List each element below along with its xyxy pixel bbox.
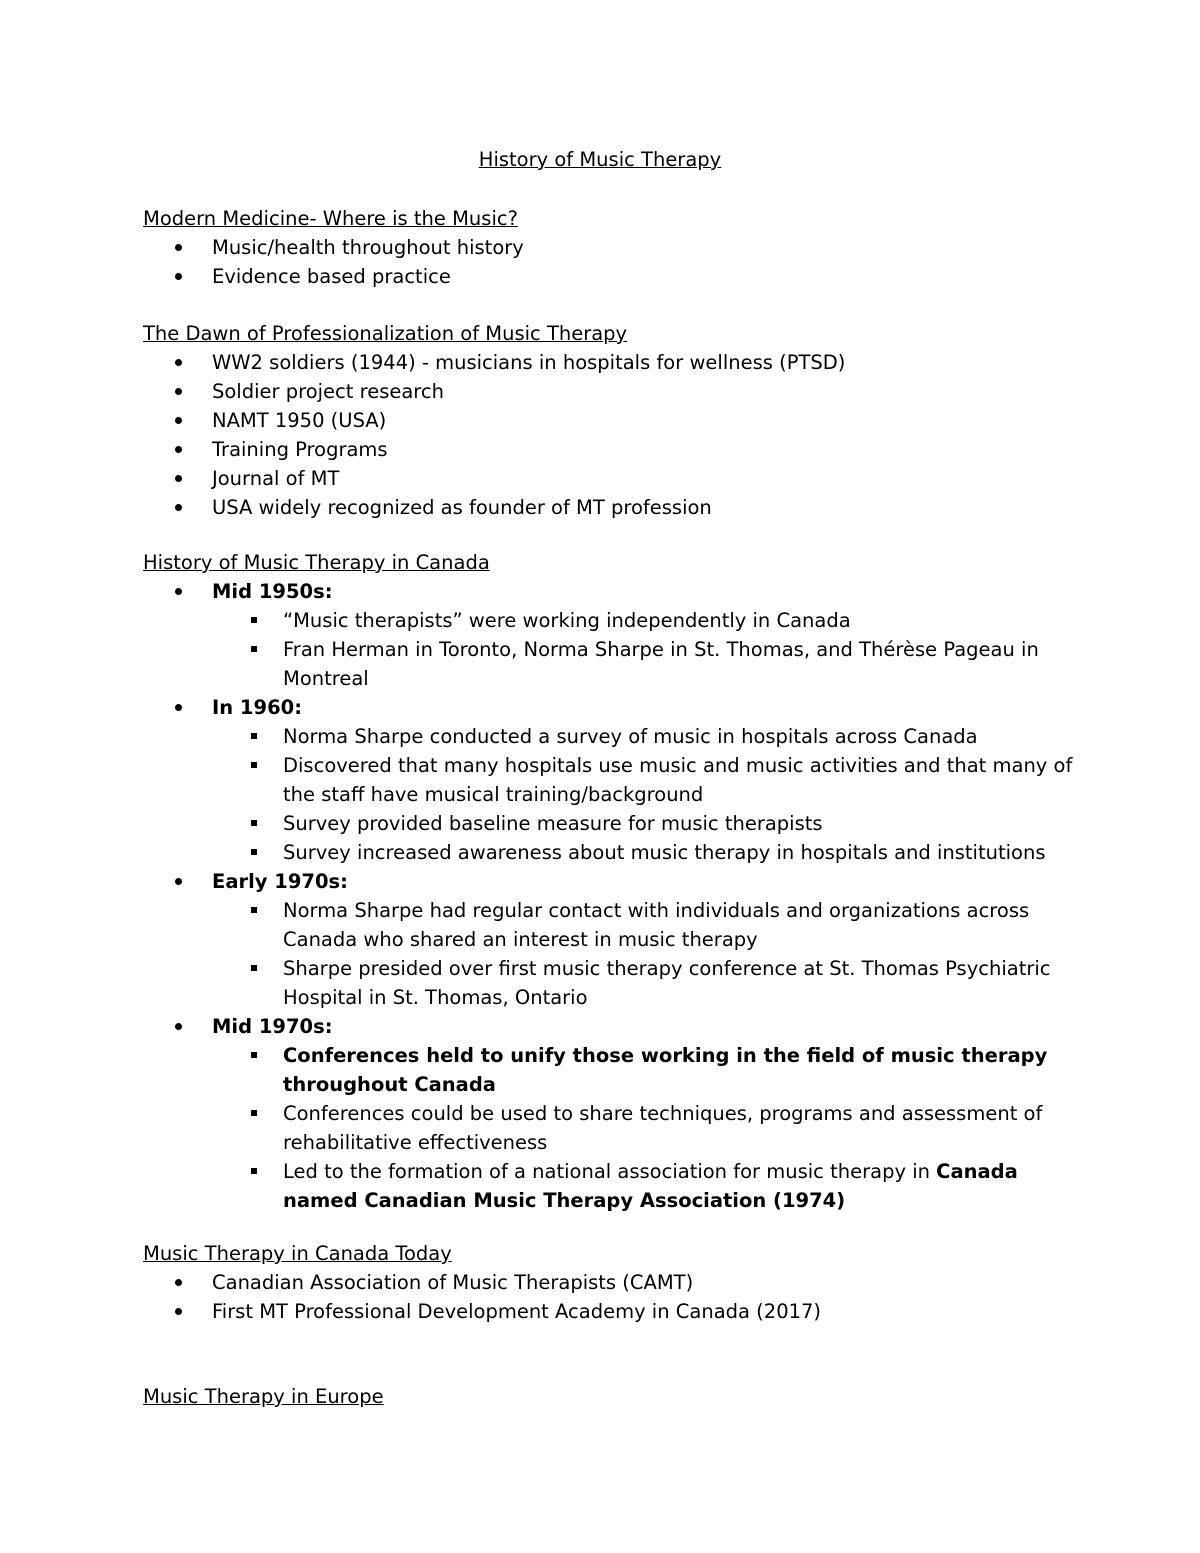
section-canada-history [143,548,1073,1215]
section-canada-today [143,1239,1073,1326]
period-label: In 1960: [212,696,302,719]
list-item: Music/health throughout history [143,233,1073,262]
bullet-list [143,1268,1073,1326]
sub-list-item: Norma Sharpe conducted a survey of music in hospitals across Canada [143,722,1073,751]
item-text-bold: Canada named Canadian Music Therapy Association (1974) [283,1160,1018,1212]
sub-list-item [143,1157,1073,1215]
list-item: First MT Professional Development Academy in Canada (2017) [143,1297,1073,1326]
bullet-list [143,233,1073,291]
sub-list-item: Fran Herman in Toronto, Norma Sharpe in St. Thomas, and Thérèse Pageau in Montreal [143,635,1073,693]
sub-list-item: Survey provided baseline measure for music therapists [143,809,1073,838]
period-label: Mid 1970s: [212,1015,333,1038]
period-item [143,1012,1073,1041]
period-item [143,867,1073,896]
bullet-list [143,348,1073,522]
sub-list-item: Norma Sharpe had regular contact with individuals and organizations across Canada who shared an interest in music therapy [143,896,1073,954]
section-dawn-professionalization [143,319,1073,522]
list-item: Journal of MT [143,464,1073,493]
list-item: Evidence based practice [143,262,1073,291]
section-heading: Modern Medicine- Where is the Music? [143,207,518,230]
sub-list-item: Conferences could be used to share techniques, programs and assessment of rehabilitative effectiveness [143,1099,1073,1157]
sub-list-item: “Music therapists” were working independently in Canada [143,606,1073,635]
list-item: Canadian Association of Music Therapists (CAMT) [143,1268,1073,1297]
section-heading: History of Music Therapy in Canada [143,551,490,574]
page-title: History of Music Therapy [478,148,722,171]
list-item: Soldier project research [143,377,1073,406]
period-item [143,577,1073,606]
section-modern-medicine [143,204,1073,291]
sub-list-item: Discovered that many hospitals use music and music activities and that many of the staff have musical training/background [143,751,1073,809]
period-item [143,693,1073,722]
sub-list-item: Conferences held to unify those working in the field of music therapy throughout Canada [143,1041,1073,1099]
section-europe [143,1382,1073,1411]
section-heading: Music Therapy in Europe [143,1385,384,1408]
list-item: WW2 soldiers (1944) - musicians in hospitals for wellness (PTSD) [143,348,1073,377]
bullet-list [143,577,1073,1215]
list-item: Training Programs [143,435,1073,464]
period-label: Early 1970s: [212,870,348,893]
sub-list-item: Sharpe presided over first music therapy conference at St. Thomas Psychiatric Hospital in St. Thomas, Ontario [143,954,1073,1012]
section-heading: Music Therapy in Canada Today [143,1242,452,1265]
section-heading: The Dawn of Professionalization of Music Therapy [143,322,628,345]
sub-list-item: Survey increased awareness about music therapy in hospitals and institutions [143,838,1073,867]
item-text: Led to the formation of a national association for music therapy in [283,1160,937,1183]
list-item: NAMT 1950 (USA) [143,406,1073,435]
list-item: USA widely recognized as founder of MT profession [143,493,1073,522]
period-label: Mid 1950s: [212,580,333,603]
